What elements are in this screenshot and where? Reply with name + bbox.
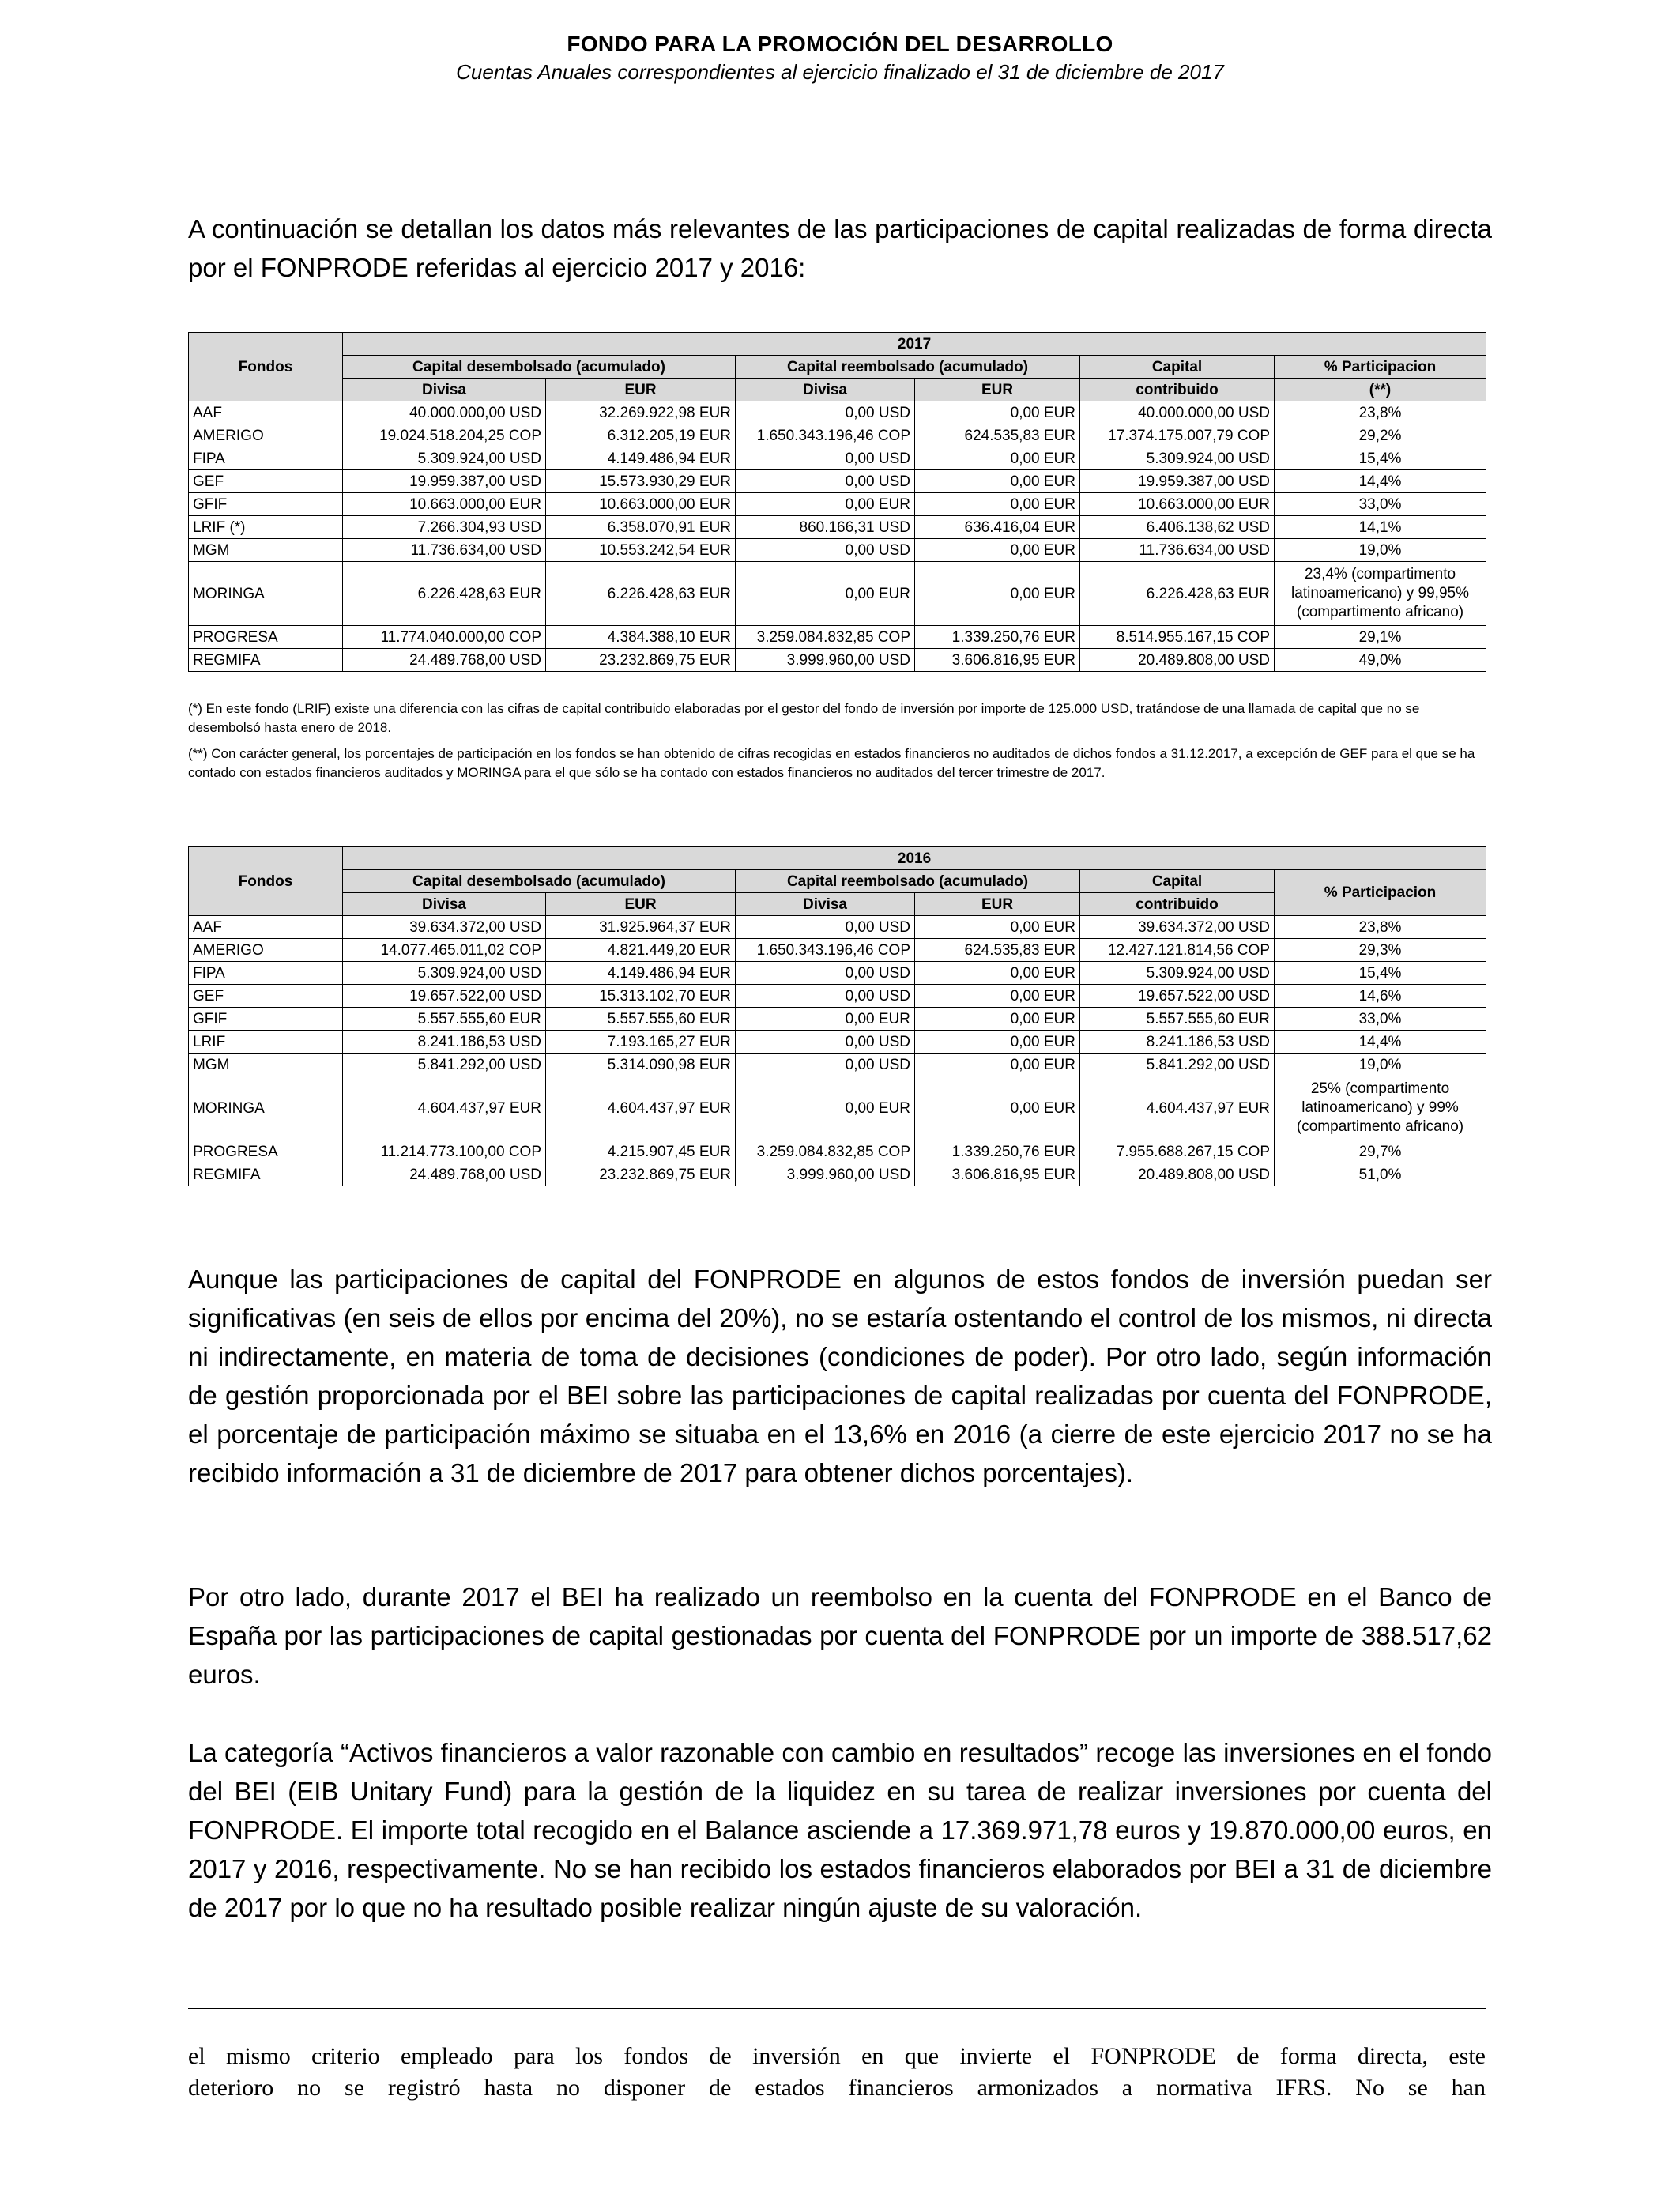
fund-name-cell: PROGRESA [189, 1140, 343, 1163]
capital-contribuido-cell: 5.309.924,00 USD [1080, 962, 1275, 985]
participacion-cell: 25% (compartimento latinoamericano) y 99% (compartimento africano) [1275, 1076, 1486, 1140]
intro-paragraph: A continuación se detallan los datos más relevantes de las participaciones de capital realizadas de forma directa por el FONPRODE referidas al ejercicio 2017 y 2016: [188, 214, 1492, 282]
desembolsado-eur-cell: 32.269.922,98 EUR [546, 401, 736, 424]
fund-name-cell: GFIF [189, 1008, 343, 1031]
participacion-cell: 14,4% [1275, 470, 1486, 493]
participacion-cell: 15,4% [1275, 962, 1486, 985]
table-row [189, 626, 1486, 649]
participacion-cell: 29,3% [1275, 939, 1486, 962]
desembolsado-divisa-cell: 4.604.437,97 EUR [343, 1076, 546, 1140]
participacion-cell: 29,7% [1275, 1140, 1486, 1163]
table-row [189, 424, 1486, 447]
header-participacion-note: (**) [1275, 379, 1486, 401]
capital-contribuido-cell: 6.406.138,62 USD [1080, 516, 1275, 539]
header-divisa: Divisa [343, 379, 546, 401]
body-paragraph-control: Aunque las participaciones de capital del FONPRODE en algunos de estos fondos de inversión puedan ser significativas (en seis de ellos por encima del 20%), no se estaría ostentando el control de los mismos, ni directa ni indirectamente, en materia de toma de decisiones (condiciones de poder). Por otro lado, según información de gestión proporcionada por el BEI sobre las participaciones de capital realizadas por cuenta del FONPRODE, el porcentaje de participación máximo se situaba en el 13,6% en 2016 (a cierre de este ejercicio 2017 no se ha recibido información a 31 de diciembre de 2017 para obtener dichos porcentajes). [188, 1265, 1492, 1487]
body-paragraph-activos: La categoría “Activos financieros a valor razonable con cambio en resultados” recoge las inversiones en el fondo del BEI (EIB Unitary Fund) para la gestión de la liquidez en su tarea de realizar inversiones por cuenta del FONPRODE. El importe total recogido en el Balance asciende a 17.369.971,78 euros y 19.870.000,00 euros, en 2017 y 2016, respectivamente. No se han recibido los estados financieros elaborados por BEI a 31 de diciembre de 2017 por lo que no ha resultado posible realizar ningún ajuste de su valoración. [188, 1738, 1492, 1922]
participacion-cell: 33,0% [1275, 1008, 1486, 1031]
desembolsado-divisa-cell: 5.309.924,00 USD [343, 447, 546, 470]
desembolsado-eur-cell: 4.149.486,94 EUR [546, 962, 736, 985]
reembolsado-eur-cell: 0,00 EUR [915, 962, 1080, 985]
reembolsado-divisa-cell: 0,00 USD [736, 1031, 915, 1054]
reembolsado-eur-cell: 624.535,83 EUR [915, 424, 1080, 447]
fund-name-cell: MGM [189, 539, 343, 562]
capital-contribuido-cell: 4.604.437,97 EUR [1080, 1076, 1275, 1140]
document-header-subtitle: Cuentas Anuales correspondientes al ejercicio finalizado el 31 de diciembre de 2017 [456, 60, 1224, 84]
reembolsado-eur-cell: 0,00 EUR [915, 916, 1080, 939]
table-row [189, 1054, 1486, 1076]
fund-name-cell: MORINGA [189, 1076, 343, 1140]
desembolsado-divisa-cell: 24.489.768,00 USD [343, 1163, 546, 1186]
capital-contribuido-cell: 20.489.808,00 USD [1080, 1163, 1275, 1186]
reembolsado-divisa-cell: 0,00 USD [736, 985, 915, 1008]
fund-name-cell: GEF [189, 470, 343, 493]
desembolsado-eur-cell: 31.925.964,37 EUR [546, 916, 736, 939]
fund-name-cell: AAF [189, 916, 343, 939]
desembolsado-eur-cell: 15.313.102,70 EUR [546, 985, 736, 1008]
desembolsado-eur-cell: 4.215.907,45 EUR [546, 1140, 736, 1163]
desembolsado-eur-cell: 4.149.486,94 EUR [546, 447, 736, 470]
reembolsado-eur-cell: 1.339.250,76 EUR [915, 1140, 1080, 1163]
fund-name-cell: REGMIFA [189, 1163, 343, 1186]
reembolsado-divisa-cell: 0,00 USD [736, 539, 915, 562]
header-contribuido: contribuido [1080, 379, 1275, 401]
reembolsado-eur-cell: 1.339.250,76 EUR [915, 626, 1080, 649]
table-row [189, 1031, 1486, 1054]
capital-contribuido-cell: 7.955.688.267,15 COP [1080, 1140, 1275, 1163]
reembolsado-divisa-cell: 0,00 EUR [736, 493, 915, 516]
header-capital: Capital [1080, 356, 1275, 379]
reembolsado-divisa-cell: 3.259.084.832,85 COP [736, 1140, 915, 1163]
participations-table-2016 [188, 846, 1486, 1186]
capital-contribuido-cell: 6.226.428,63 EUR [1080, 562, 1275, 626]
table-row [189, 447, 1486, 470]
table-row [189, 470, 1486, 493]
reembolsado-divisa-cell: 0,00 EUR [736, 1008, 915, 1031]
table-row [189, 962, 1486, 985]
fund-name-cell: FIPA [189, 447, 343, 470]
desembolsado-eur-cell: 4.604.437,97 EUR [546, 1076, 736, 1140]
table-row [189, 516, 1486, 539]
header-contribuido: contribuido [1080, 893, 1275, 916]
fund-name-cell: PROGRESA [189, 626, 343, 649]
desembolsado-eur-cell: 4.821.449,20 EUR [546, 939, 736, 962]
header-eur: EUR [546, 379, 736, 401]
reembolsado-divisa-cell: 0,00 USD [736, 447, 915, 470]
desembolsado-divisa-cell: 19.024.518.204,25 COP [343, 424, 546, 447]
header-year: 2017 [343, 333, 1486, 356]
header-fondos: Fondos [189, 333, 343, 401]
desembolsado-divisa-cell: 5.841.292,00 USD [343, 1054, 546, 1076]
table-row [189, 916, 1486, 939]
desembolsado-eur-cell: 5.314.090,98 EUR [546, 1054, 736, 1076]
header-participacion: % Participacion [1275, 356, 1486, 379]
capital-contribuido-cell: 40.000.000,00 USD [1080, 401, 1275, 424]
document-header-title: FONDO PARA LA PROMOCIÓN DEL DESARROLLO [567, 32, 1113, 56]
reembolsado-divisa-cell: 0,00 USD [736, 470, 915, 493]
desembolsado-eur-cell: 23.232.869,75 EUR [546, 649, 736, 672]
reembolsado-divisa-cell: 0,00 USD [736, 1054, 915, 1076]
table-row [189, 493, 1486, 516]
footer-line-1: el mismo criterio empleado para los fondos de inversión en que invierte el FONPRODE de forma directa, este [188, 2043, 1486, 2069]
desembolsado-divisa-cell: 11.736.634,00 USD [343, 539, 546, 562]
desembolsado-divisa-cell: 10.663.000,00 EUR [343, 493, 546, 516]
reembolsado-divisa-cell: 3.259.084.832,85 COP [736, 626, 915, 649]
header-capital-desembolsado: Capital desembolsado (acumulado) [343, 870, 736, 893]
capital-contribuido-cell: 12.427.121.814,56 COP [1080, 939, 1275, 962]
capital-contribuido-cell: 17.374.175.007,79 COP [1080, 424, 1275, 447]
desembolsado-divisa-cell: 24.489.768,00 USD [343, 649, 546, 672]
reembolsado-divisa-cell: 0,00 USD [736, 401, 915, 424]
reembolsado-eur-cell: 624.535,83 EUR [915, 939, 1080, 962]
desembolsado-eur-cell: 10.553.242,54 EUR [546, 539, 736, 562]
desembolsado-divisa-cell: 19.959.387,00 USD [343, 470, 546, 493]
fund-name-cell: LRIF (*) [189, 516, 343, 539]
fund-name-cell: GFIF [189, 493, 343, 516]
header-participacion: % Participacion [1275, 870, 1486, 916]
reembolsado-eur-cell: 0,00 EUR [915, 1008, 1080, 1031]
desembolsado-divisa-cell: 11.214.773.100,00 COP [343, 1140, 546, 1163]
header-divisa: Divisa [343, 893, 546, 916]
footer-line-2: deterioro no se registró hasta no disponer de estados financieros armonizados a normativa IFRS. No se han [188, 2075, 1486, 2101]
desembolsado-eur-cell: 6.312.205,19 EUR [546, 424, 736, 447]
desembolsado-divisa-cell: 5.557.555,60 EUR [343, 1008, 546, 1031]
reembolsado-eur-cell: 0,00 EUR [915, 1076, 1080, 1140]
reembolsado-divisa-cell: 0,00 USD [736, 962, 915, 985]
fund-name-cell: AMERIGO [189, 424, 343, 447]
participacion-cell: 29,2% [1275, 424, 1486, 447]
capital-contribuido-cell: 5.841.292,00 USD [1080, 1054, 1275, 1076]
reembolsado-eur-cell: 3.606.816,95 EUR [915, 649, 1080, 672]
reembolsado-divisa-cell: 1.650.343.196,46 COP [736, 424, 915, 447]
participacion-cell: 23,8% [1275, 916, 1486, 939]
desembolsado-eur-cell: 6.226.428,63 EUR [546, 562, 736, 626]
table-row [189, 1076, 1486, 1140]
capital-contribuido-cell: 19.959.387,00 USD [1080, 470, 1275, 493]
reembolsado-eur-cell: 636.416,04 EUR [915, 516, 1080, 539]
header-fondos: Fondos [189, 847, 343, 916]
participacion-cell: 19,0% [1275, 539, 1486, 562]
header-capital: Capital [1080, 870, 1275, 893]
desembolsado-eur-cell: 4.384.388,10 EUR [546, 626, 736, 649]
fund-name-cell: AAF [189, 401, 343, 424]
header-capital-desembolsado: Capital desembolsado (acumulado) [343, 356, 736, 379]
participacion-cell: 14,1% [1275, 516, 1486, 539]
desembolsado-eur-cell: 6.358.070,91 EUR [546, 516, 736, 539]
desembolsado-eur-cell: 15.573.930,29 EUR [546, 470, 736, 493]
reembolsado-divisa-cell: 860.166,31 USD [736, 516, 915, 539]
table-row [189, 985, 1486, 1008]
header-capital-reembolsado: Capital reembolsado (acumulado) [736, 356, 1080, 379]
participacion-cell: 49,0% [1275, 649, 1486, 672]
desembolsado-divisa-cell: 39.634.372,00 USD [343, 916, 546, 939]
participations-table-2017 [188, 332, 1486, 672]
desembolsado-divisa-cell: 14.077.465.011,02 COP [343, 939, 546, 962]
reembolsado-divisa-cell: 3.999.960,00 USD [736, 649, 915, 672]
desembolsado-divisa-cell: 7.266.304,93 USD [343, 516, 546, 539]
reembolsado-eur-cell: 3.606.816,95 EUR [915, 1163, 1080, 1186]
table-row [189, 649, 1486, 672]
page-footer-text [188, 2041, 1486, 2104]
footnote-separator [188, 2008, 1486, 2009]
capital-contribuido-cell: 8.241.186,53 USD [1080, 1031, 1275, 1054]
participacion-cell: 15,4% [1275, 447, 1486, 470]
table-row [189, 1140, 1486, 1163]
desembolsado-divisa-cell: 6.226.428,63 EUR [343, 562, 546, 626]
table-row [189, 939, 1486, 962]
fund-name-cell: LRIF [189, 1031, 343, 1054]
participacion-cell: 33,0% [1275, 493, 1486, 516]
table-row [189, 539, 1486, 562]
capital-contribuido-cell: 11.736.634,00 USD [1080, 539, 1275, 562]
reembolsado-eur-cell: 0,00 EUR [915, 985, 1080, 1008]
desembolsado-eur-cell: 5.557.555,60 EUR [546, 1008, 736, 1031]
capital-contribuido-cell: 8.514.955.167,15 COP [1080, 626, 1275, 649]
reembolsado-eur-cell: 0,00 EUR [915, 470, 1080, 493]
desembolsado-divisa-cell: 5.309.924,00 USD [343, 962, 546, 985]
reembolsado-eur-cell: 0,00 EUR [915, 401, 1080, 424]
capital-contribuido-cell: 39.634.372,00 USD [1080, 916, 1275, 939]
desembolsado-eur-cell: 23.232.869,75 EUR [546, 1163, 736, 1186]
header-capital-reembolsado: Capital reembolsado (acumulado) [736, 870, 1080, 893]
capital-contribuido-cell: 20.489.808,00 USD [1080, 649, 1275, 672]
reembolsado-divisa-cell: 0,00 EUR [736, 1076, 915, 1140]
participacion-cell: 23,8% [1275, 401, 1486, 424]
participacion-cell: 29,1% [1275, 626, 1486, 649]
reembolsado-eur-cell: 0,00 EUR [915, 493, 1080, 516]
fund-name-cell: REGMIFA [189, 649, 343, 672]
fund-name-cell: FIPA [189, 962, 343, 985]
capital-contribuido-cell: 5.557.555,60 EUR [1080, 1008, 1275, 1031]
fund-name-cell: GEF [189, 985, 343, 1008]
fund-name-cell: AMERIGO [189, 939, 343, 962]
reembolsado-eur-cell: 0,00 EUR [915, 539, 1080, 562]
participacion-cell: 14,6% [1275, 985, 1486, 1008]
fund-name-cell: MORINGA [189, 562, 343, 626]
reembolsado-eur-cell: 0,00 EUR [915, 1054, 1080, 1076]
desembolsado-divisa-cell: 40.000.000,00 USD [343, 401, 546, 424]
header-eur: EUR [915, 893, 1080, 916]
reembolsado-divisa-cell: 3.999.960,00 USD [736, 1163, 915, 1186]
table-row [189, 401, 1486, 424]
reembolsado-divisa-cell: 0,00 EUR [736, 562, 915, 626]
capital-contribuido-cell: 10.663.000,00 EUR [1080, 493, 1275, 516]
participacion-cell: 14,4% [1275, 1031, 1486, 1054]
desembolsado-divisa-cell: 19.657.522,00 USD [343, 985, 546, 1008]
capital-contribuido-cell: 5.309.924,00 USD [1080, 447, 1275, 470]
header-divisa: Divisa [736, 379, 915, 401]
reembolsado-divisa-cell: 0,00 USD [736, 916, 915, 939]
reembolsado-eur-cell: 0,00 EUR [915, 562, 1080, 626]
desembolsado-divisa-cell: 8.241.186,53 USD [343, 1031, 546, 1054]
header-divisa: Divisa [736, 893, 915, 916]
footnote-participation: (**) Con carácter general, los porcentajes de participación en los fondos se han obtenido de cifras recogidas en estados financieros no auditados de dichos fondos a 31.12.2017, a excepción de GEF para el que se ha contado con estados financieros auditados y MORINGA para el que sólo se ha contado con estados financieros no auditados del tercer trimestre de 2017. [188, 746, 1475, 780]
desembolsado-divisa-cell: 11.774.040.000,00 COP [343, 626, 546, 649]
desembolsado-eur-cell: 10.663.000,00 EUR [546, 493, 736, 516]
fund-name-cell: MGM [189, 1054, 343, 1076]
reembolsado-eur-cell: 0,00 EUR [915, 447, 1080, 470]
participacion-cell: 19,0% [1275, 1054, 1486, 1076]
table-row [189, 562, 1486, 626]
footnote-lrif: (*) En este fondo (LRIF) existe una diferencia con las cifras de capital contribuido elaboradas por el gestor del fondo de inversión por importe de 125.000 USD, tratándose de una llamada de capital que no se desembolsó hasta enero de 2018. [188, 701, 1420, 735]
table-row [189, 1163, 1486, 1186]
participacion-cell: 51,0% [1275, 1163, 1486, 1186]
capital-contribuido-cell: 19.657.522,00 USD [1080, 985, 1275, 1008]
header-eur: EUR [546, 893, 736, 916]
body-paragraph-reembolso: Por otro lado, durante 2017 el BEI ha realizado un reembolso en la cuenta del FONPRODE en el Banco de España por las participaciones de capital gestionadas por cuenta del FONPRODE por un importe de 388.517,62 euros. [188, 1582, 1492, 1689]
participacion-cell: 23,4% (compartimento latinoamericano) y 99,95% (compartimento africano) [1275, 562, 1486, 626]
header-eur: EUR [915, 379, 1080, 401]
reembolsado-eur-cell: 0,00 EUR [915, 1031, 1080, 1054]
header-year: 2016 [343, 847, 1486, 870]
desembolsado-eur-cell: 7.193.165,27 EUR [546, 1031, 736, 1054]
table-row [189, 1008, 1486, 1031]
reembolsado-divisa-cell: 1.650.343.196,46 COP [736, 939, 915, 962]
